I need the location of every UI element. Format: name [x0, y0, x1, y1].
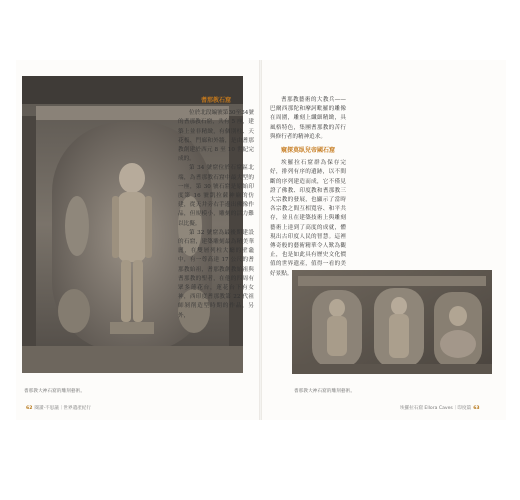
- paragraph: 第 34 號窟位於石窟區北端，為耆那教石窟中最大型的一座，第 30 號石窟是原始印度第 16 號凱拉薩神廟的仿建，從天井旁右手邊出佛像作品，但規模小，雕刻的活力難以比擬。: [178, 165, 254, 227]
- section-heading-mughal: 窺探莫臥兒帝國石窟: [280, 147, 335, 155]
- chapter-title: 埃羅拉石窟 Ellora Caves｜印度篇: [400, 406, 472, 411]
- folio-left: [24, 405, 91, 411]
- book-series-title: 閱讀‧不思議｜世界遺產紀行: [34, 406, 91, 411]
- cave-sculpture-photo-right: [292, 270, 492, 374]
- paragraph: 耆那教藝術的大教兵——巴爾西那陀和摩訶毗羅的雕像在周圍，雕刻上纖細精緻，具風格特色，集團耆那教的苦行與修行者的精神追求。: [270, 97, 346, 140]
- page-number-right: 63: [473, 406, 480, 411]
- paragraph: 第 32 號窟為最後期建設的石窟，建築雕刻最為精美華麗，在雙層列柱大廳的壁龕中，有一尊高達 17 公尺的耆那教始祖，耆那教創教始祖與耆那教的聖者，在他的四周有眾多蓮花台，蓮花台下有女神，西印度耆那教第 22 代祖師剝削造型時期的作品，另外，: [178, 229, 254, 319]
- section-heading-jain-caves: 耆那教石窟: [200, 97, 231, 104]
- folio-right: [400, 405, 482, 411]
- book-gutter: [259, 60, 262, 420]
- photo-caption-right: 耆那教大神石窟的雕刻藝術。: [294, 389, 356, 394]
- page-number-left: 62: [26, 406, 33, 411]
- paragraph: 埃羅拉石窟群為保存完好，排列有序的遺跡，以不間斷的序列建造而成，它不僅見證了佛教、印度教和耆那教三大宗教的發展，也顯示了當時各宗教之間互相寬容、和平共存，並且在建築技術上與雕刻藝術上達到了高度的成就，體現出古印度人民的智慧。這裡傳奇般的藝術精華令人歎為觀止，也是如此具有歷史文化價值的世界遺產，值得一看的美好景點。: [270, 160, 346, 277]
- paragraph: 位於北段編號第30至34號的耆那教石窟，共有 5 座，建築上並非精緻，有個別柱、天花板、門廊和外牆，是由耆那教創建於西元 8 至 10 世紀完成的。: [178, 110, 254, 163]
- photo-caption-left: 耆那教大神石窟的雕刻藝術。: [24, 389, 86, 394]
- prose-column-1: [178, 96, 254, 321]
- prose-column-2: [270, 96, 346, 279]
